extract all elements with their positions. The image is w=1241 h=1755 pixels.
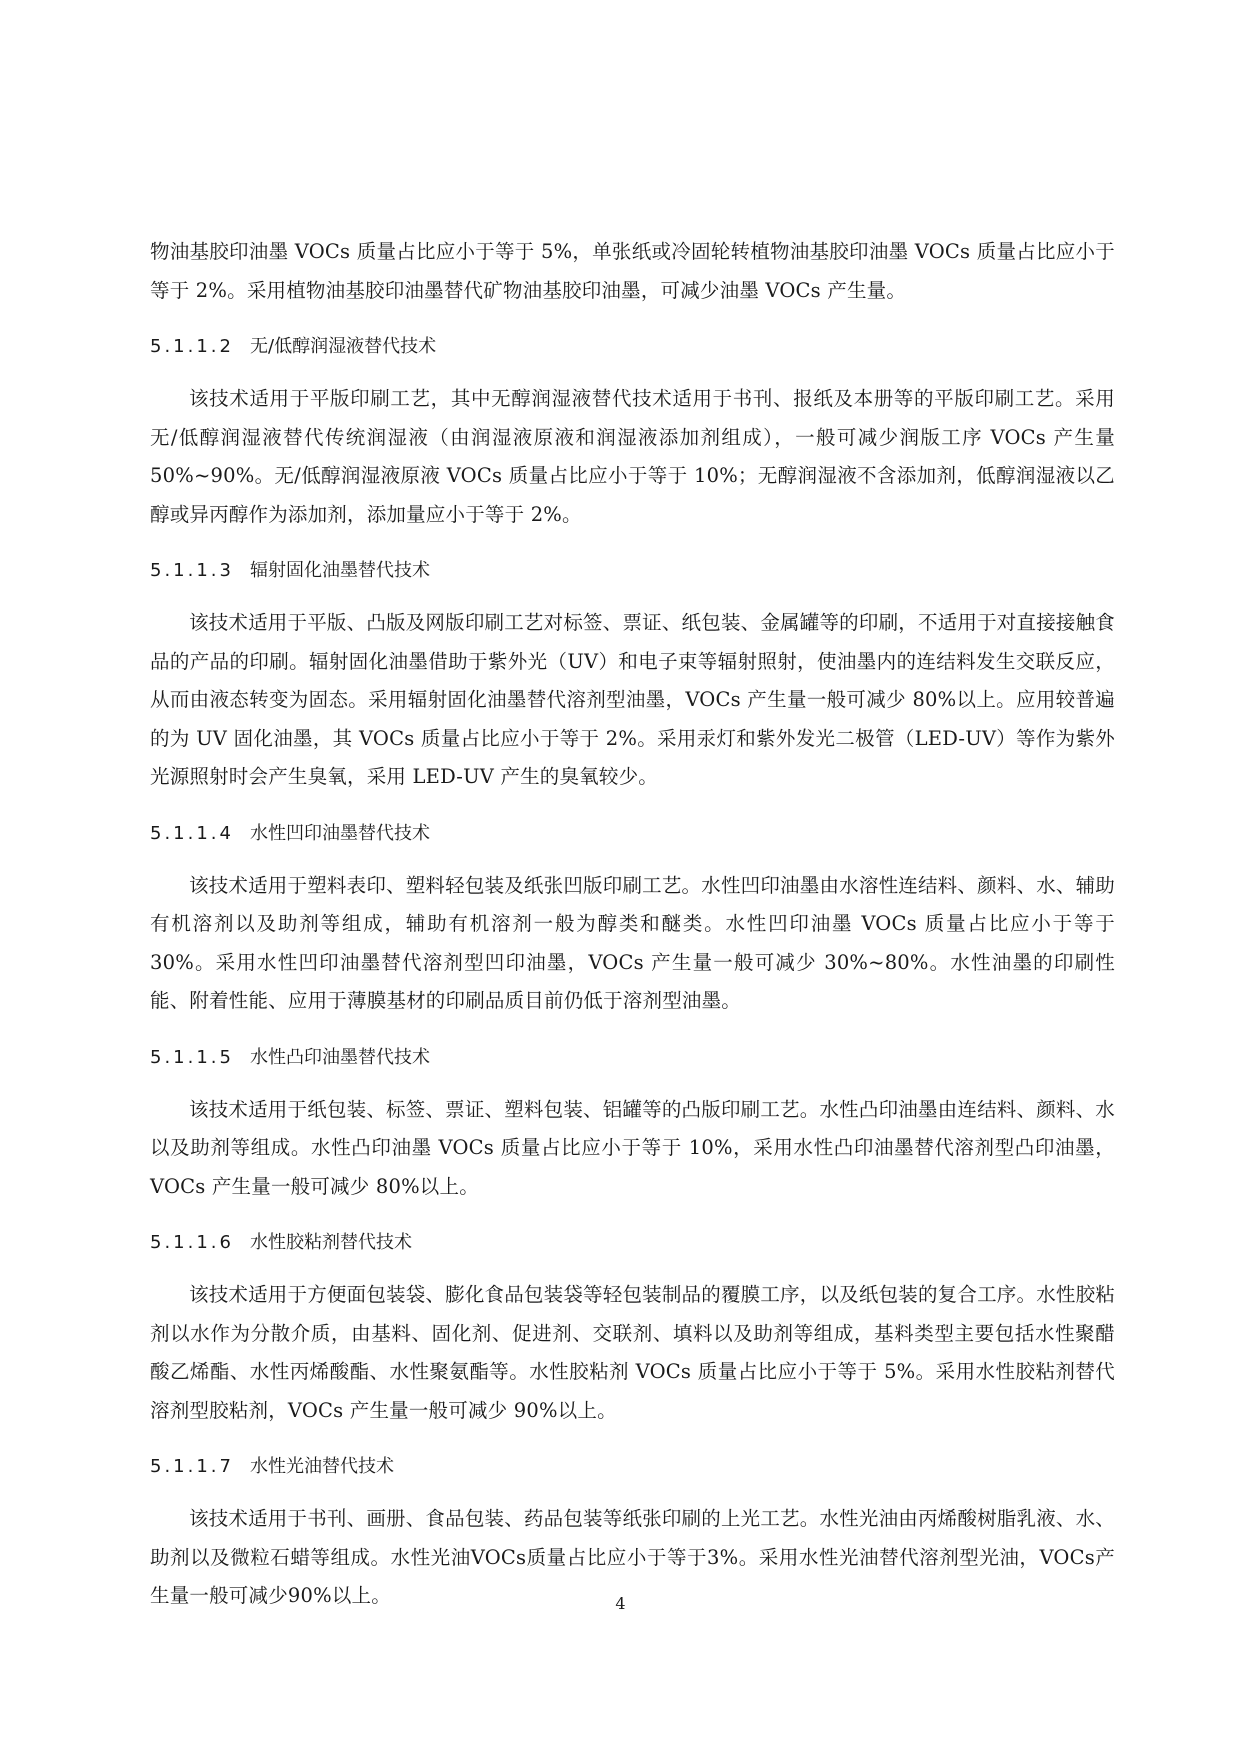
section-body: 该技术适用于塑料表印、塑料轻包装及纸张凹版印刷工艺。水性凹印油墨由水溶性连结料、颜料、水、辅助有机溶剂以及助剂等组成，辅助有机溶剂一般为醇类和醚类。水性凹印油墨 VOCs 质量占比应小于等于 30%。采用水性凹印油墨替代溶剂型凹印油墨，VOCs 产生量一般可减少 30%~80%。水性油墨的印刷性能、附着性能、应用于薄膜基材的印刷品质目前仍低于溶剂型油墨。 [150, 873, 1115, 1012]
document-page [150, 233, 1115, 1616]
page-number: 4 [615, 1594, 626, 1613]
section-title: 无/低醇润湿液替代技术 [250, 336, 437, 357]
section-heading [150, 547, 1115, 594]
section-title: 辐射固化油墨替代技术 [250, 560, 430, 581]
intro-paragraph: 物油基胶印油墨 VOCs 质量占比应小于等于 5%，单张纸或冷固轮转植物油基胶印油墨 VOCs 质量占比应小于等于 2%。采用植物油基胶印油墨替代矿物油基胶印油墨，可减少油墨 VOCs 产生量。 [150, 240, 1115, 302]
section-heading [150, 323, 1115, 370]
section-heading [150, 810, 1115, 857]
section-body: 该技术适用于平版、凸版及网版印刷工艺对标签、票证、纸包装、金属罐等的印刷，不适用于对直接接触食品的产品的印刷。辐射固化油墨借助于紫外光（UV）和电子束等辐射照射，使油墨内的连结料发生交联反应，从而由液态转变为固态。采用辐射固化油墨替代溶剂型油墨，VOCs 产生量一般可减少 80%以上。应用较普遍的为 UV 固化油墨，其 VOCs 质量占比应小于等于 2%。采用汞灯和紫外发光二极管（LED-UV）等作为紫外光源照射时会产生臭氧，采用 LED-UV 产生的臭氧较少。 [150, 611, 1115, 788]
section-number: 5.1.1.3 [150, 560, 234, 581]
section-5-1-1-7 [150, 1443, 1115, 1616]
section-title: 水性凸印油墨替代技术 [250, 1046, 430, 1068]
section-5-1-1-4 [150, 810, 1115, 1021]
section-heading [150, 1443, 1115, 1490]
section-5-1-1-3 [150, 547, 1115, 797]
section-heading [150, 1219, 1115, 1266]
section-body: 该技术适用于平版印刷工艺，其中无醇润湿液替代技术适用于书刊、报纸及本册等的平版印刷工艺。采用无/低醇润湿液替代传统润湿液（由润湿液原液和润湿液添加剂组成），一般可减少润版工序 VOCs 产生量 50%~90%。无/低醇润湿液原液 VOCs 质量占比应小于等于 10%；无醇润湿液不含添加剂，低醇润湿液以乙醇或异丙醇作为添加剂，添加量应小于等于 2%。 [150, 387, 1115, 526]
section-5-1-1-2 [150, 323, 1115, 534]
section-title: 水性胶粘剂替代技术 [250, 1232, 412, 1253]
section-body: 该技术适用于纸包装、标签、票证、塑料包装、铝罐等的凸版印刷工艺。水性凸印油墨由连结料、颜料、水以及助剂等组成。水性凸印油墨 VOCs 质量占比应小于等于 10%，采用水性凸印油墨替代溶剂型凸印油墨，VOCs 产生量一般可减少 80%以上。 [150, 1097, 1115, 1198]
section-number: 5.1.1.7 [150, 1456, 234, 1477]
section-5-1-1-6 [150, 1219, 1115, 1430]
section-number: 5.1.1.2 [150, 336, 234, 357]
section-title: 水性凹印油墨替代技术 [250, 822, 430, 844]
section-body: 该技术适用于方便面包装袋、膨化食品包装袋等轻包装制品的覆膜工序，以及纸包装的复合工序。水性胶粘剂以水作为分散介质，由基料、固化剂、促进剂、交联剂、填料以及助剂等组成，基料类型主要包括水性聚醋酸乙烯酯、水性丙烯酸酯、水性聚氨酯等。水性胶粘剂 VOCs 质量占比应小于等于 5%。采用水性胶粘剂替代溶剂型胶粘剂，VOCs 产生量一般可减少 90%以上。 [150, 1283, 1115, 1422]
section-number: 5.1.1.4 [150, 822, 234, 844]
section-5-1-1-5 [150, 1034, 1115, 1207]
section-number: 5.1.1.6 [150, 1232, 234, 1253]
section-heading [150, 1034, 1115, 1081]
section-number: 5.1.1.5 [150, 1046, 234, 1068]
section-title: 水性光油替代技术 [250, 1456, 394, 1477]
section-body: 该技术适用于书刊、画册、食品包装、药品包装等纸张印刷的上光工艺。水性光油由丙烯酸树脂乳液、水、助剂以及微粒石蜡等组成。水性光油VOCs质量占比应小于等于3%。采用水性光油替代溶剂型光油，VOCs产生量一般可减少90%以上。 [150, 1507, 1115, 1607]
